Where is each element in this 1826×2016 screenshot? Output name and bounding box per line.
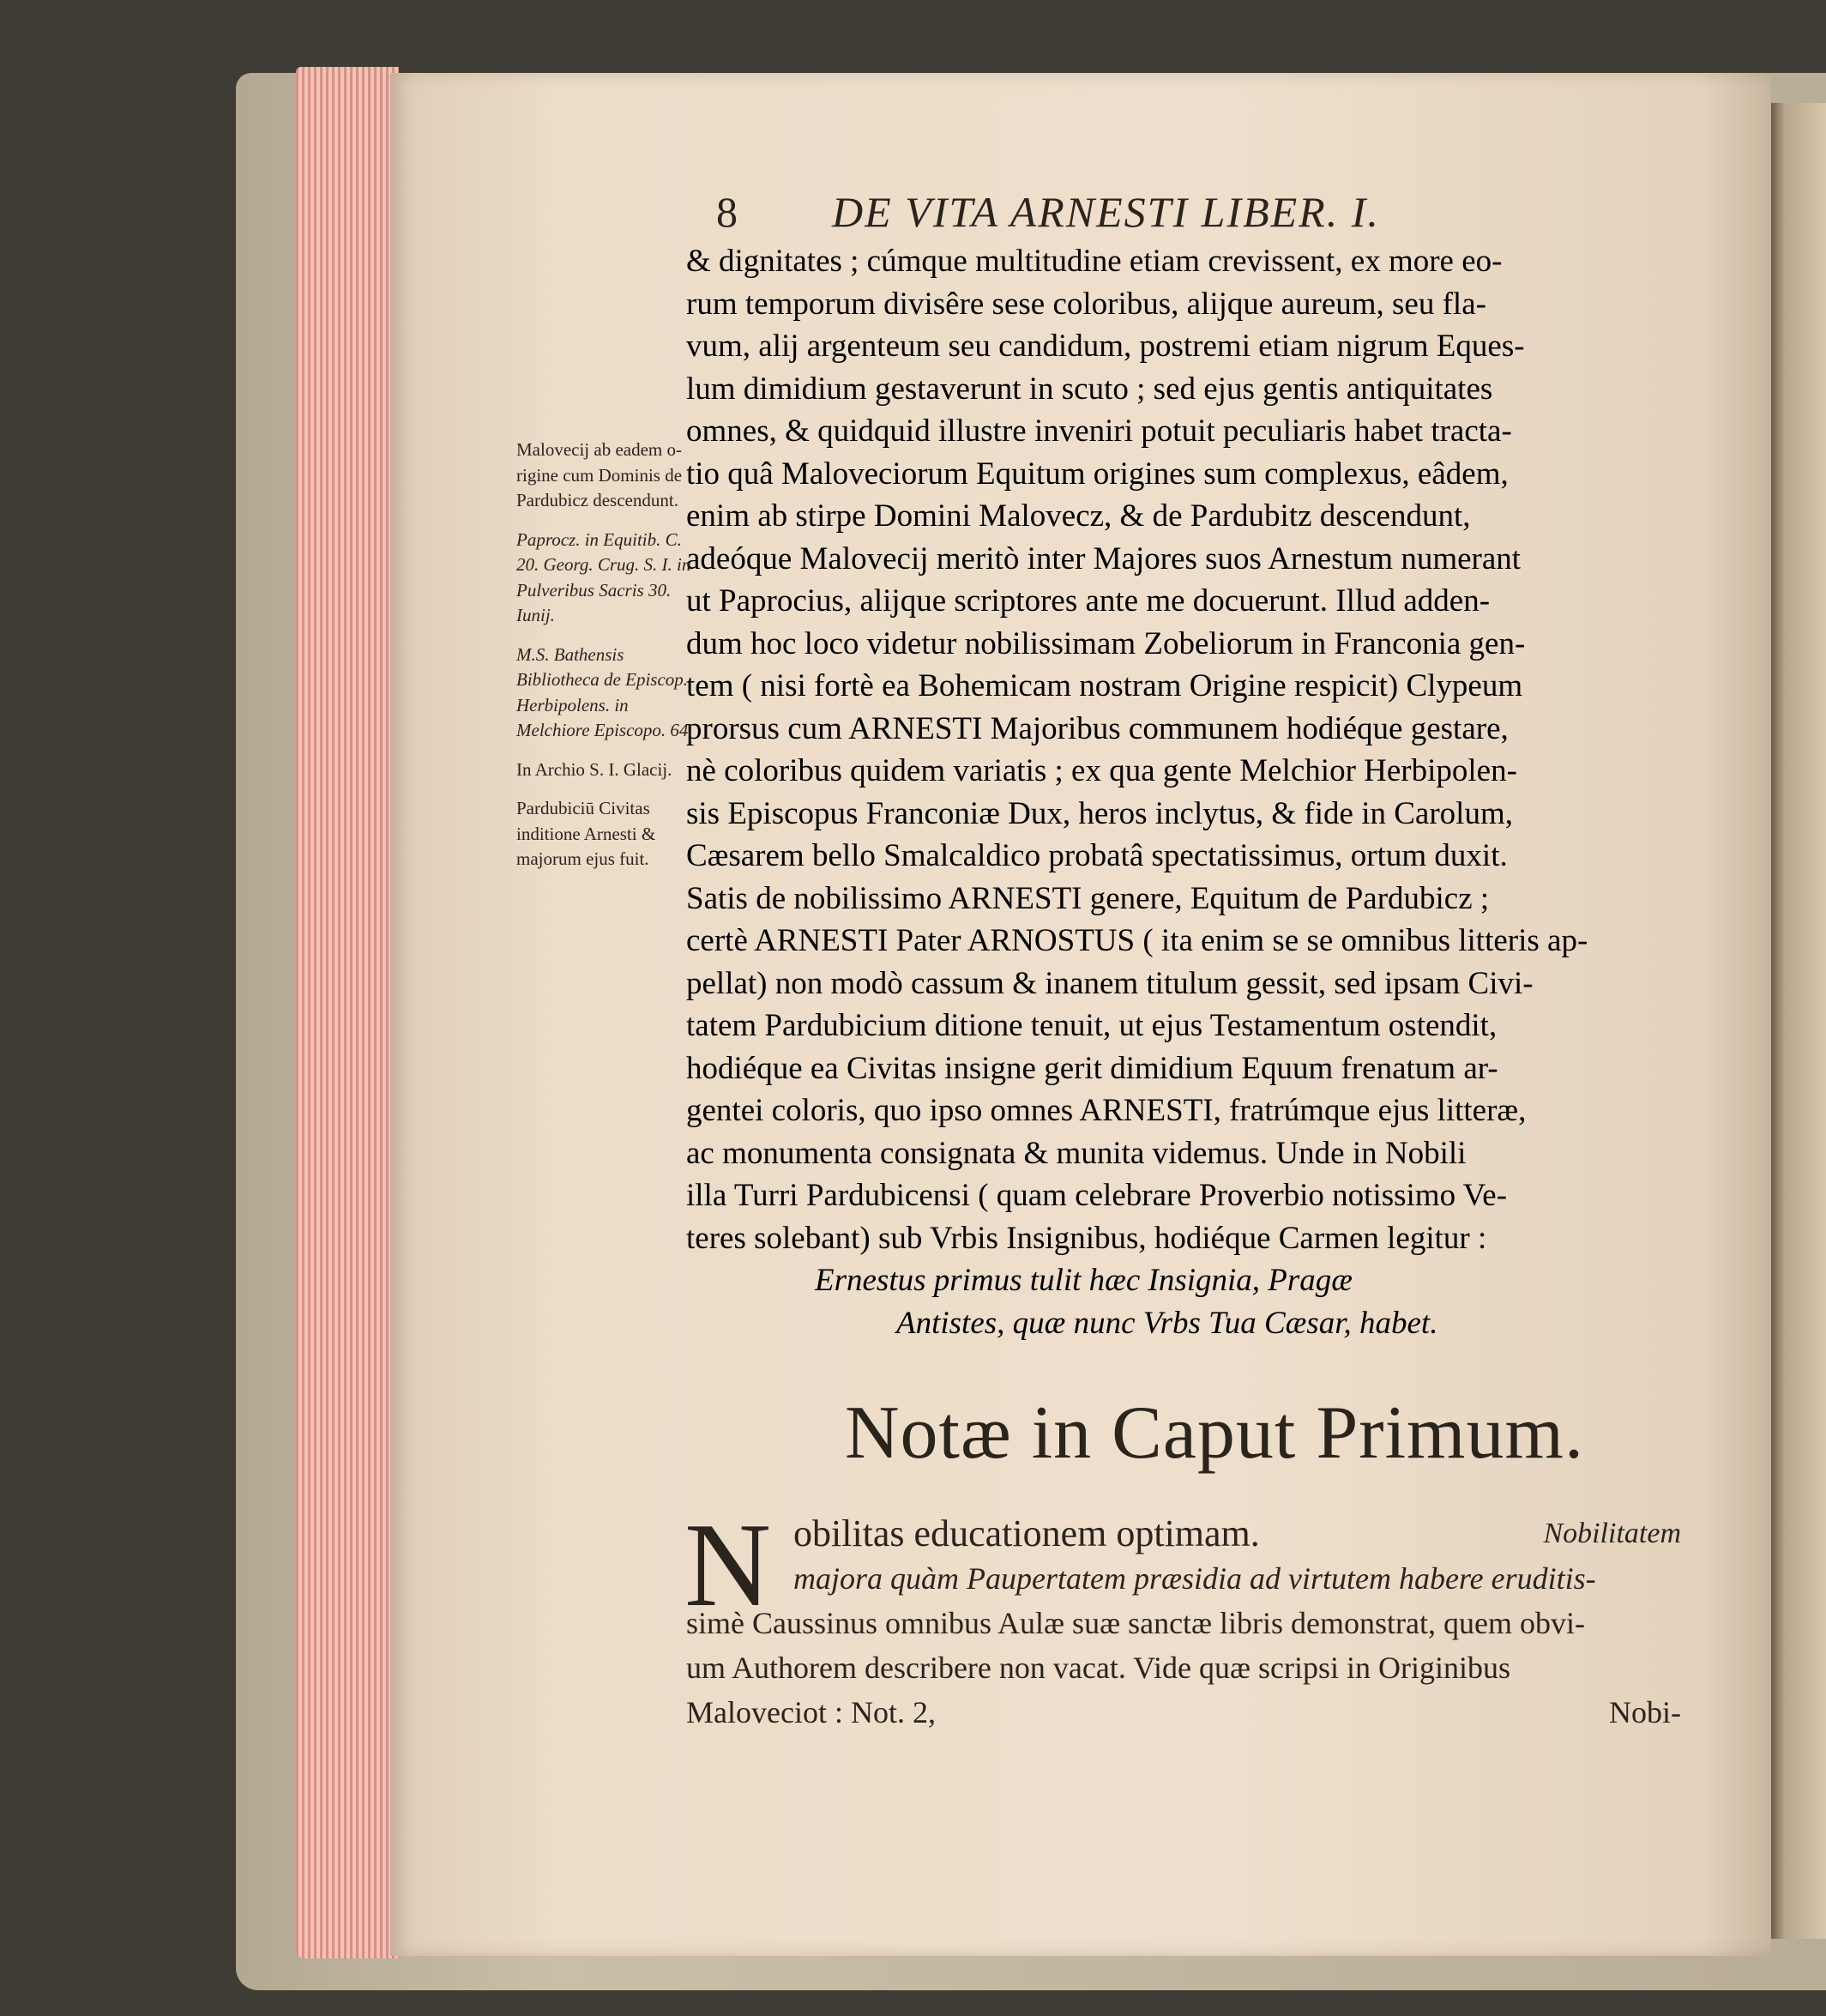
text-line: lum dimidium gestaverunt in scuto ; sed ejus gentis antiquitates xyxy=(686,371,1493,407)
text-line: hodiéque ea Civitas insigne gerit dimidium Equum frenatum ar- xyxy=(686,1050,1498,1086)
text-line: gentei coloris, quo ipso omnes ARNESTI, fratrúmque ejus litteræ, xyxy=(686,1093,1527,1128)
notes-line: simè Caussinus omnibus Aulæ suæ sanctæ libris demonstrat, quem obvi- xyxy=(686,1606,1585,1640)
verse-line: Antistes, quæ nunc Vrbs Tua Cæsar, habet. xyxy=(896,1305,1438,1341)
notes-lemma: obilitas educationem optimam. xyxy=(793,1512,1260,1554)
text-line: sis Episcopus Franconiæ Dux, heros inclytus, & fide in Carolum, xyxy=(686,795,1513,831)
main-text xyxy=(686,240,1715,1344)
notes-line: Maloveciot : Not. 2, xyxy=(686,1695,936,1729)
notes-lemma-continuation: Nobilitatem xyxy=(1543,1518,1681,1549)
running-title: DE VITA ARNESTI LIBER. I. xyxy=(832,188,1380,236)
notes-heading: Notæ in Caput Primum. xyxy=(845,1391,1584,1475)
catchword: Nobi- xyxy=(1609,1695,1681,1729)
notes-first-line xyxy=(686,1512,1698,1556)
text-line: tatem Pardubicium ditione tenuit, ut ejus Testamentum ostendit, xyxy=(686,1008,1498,1043)
page-number: 8 xyxy=(716,188,739,236)
text-line: enim ab stirpe Domini Malovecz, & de Pardubitz descendunt, xyxy=(686,498,1471,534)
text-line: Satis de nobilissimo ARNESTI genere, Equitum de Pardubicz ; xyxy=(686,880,1490,916)
notes-line: um Authorem describere non vacat. Vide quæ scripsi in Originibus xyxy=(686,1651,1510,1685)
text-line: tio quâ Maloveciorum Equitum origines sum complexus, eâdem, xyxy=(686,456,1509,492)
text-line: prorsus cum ARNESTI Majoribus communem hodiéque gestare, xyxy=(686,710,1509,746)
text-line: & dignitates ; cúmque multitudine etiam crevissent, ex more eo- xyxy=(686,244,1503,279)
page-edges xyxy=(296,67,399,1959)
margin-note: Malovecij ab eadem o-rigine cum Dominis de Pardubicz descendunt. xyxy=(516,439,683,510)
running-header xyxy=(716,187,1531,238)
margin-notes xyxy=(516,438,696,886)
text-line: ac monumenta consignata & munita videmus. Unde in Nobili xyxy=(686,1135,1467,1171)
margin-note: M.S. Bathensis Bibliotheca de Episcop. Herbipolens. in Melchiore Episcopo. 64. xyxy=(516,643,693,740)
text-line: omnes, & quidquid illustre inveniri potuit peculiaris habet tracta- xyxy=(686,413,1512,449)
margin-note: In Archio S. I. Glacij. xyxy=(516,758,672,780)
text-line: dum hoc loco videtur nobilissimam Zobeliorum in Franconia gen- xyxy=(686,625,1526,661)
margin-note: Paprocz. in Equitib. C. 20. Georg. Crug. S. I. in Pulveribus Sacris 30. Iunij. xyxy=(516,528,691,625)
text-line: rum temporum divisêre sese coloribus, alijque aureum, seu fla- xyxy=(686,286,1486,322)
drop-cap: N xyxy=(684,1499,772,1632)
text-line: ut Paprocius, alijque scriptores ante me docuerunt. Illud adden- xyxy=(686,583,1491,619)
margin-note: Pardubiciū Civitas inditione Arnesti & majorum ejus fuit. xyxy=(516,798,656,869)
notes-line: majora quàm Paupertatem præsidia ad virtutem habere eruditis- xyxy=(793,1561,1596,1596)
text-line: vum, alij argenteum seu candidum, postremi etiam nigrum Eques- xyxy=(686,329,1525,364)
text-line: Cæsarem bello Smalcaldico probatâ spectatissimus, ortum duxit. xyxy=(686,838,1508,873)
text-line: illa Turri Pardubicensi ( quam celebrare Proverbio notissimo Ve- xyxy=(686,1178,1508,1213)
text-line: certè ARNESTI Pater ARNOSTUS ( ita enim se se omnibus litteris ap- xyxy=(686,923,1588,958)
notes-last-line xyxy=(686,1690,1698,1735)
verse-line: Ernestus primus tulit hæc Insignia, Pragæ xyxy=(815,1263,1353,1298)
text-line: adeóque Malovecij meritò inter Majores suos Arnestum numerant xyxy=(686,540,1522,576)
text-line: nè coloribus quidem variatis ; ex qua gente Melchior Herbipolen- xyxy=(686,753,1517,788)
text-line: teres solebant) sub Vrbis Insignibus, hodiéque Carmen legitur : xyxy=(686,1220,1487,1256)
facing-page-edge xyxy=(1771,103,1826,1939)
text-line: tem ( nisi fortè ea Bohemicam nostram Origine respicit) Clypeum xyxy=(686,668,1523,703)
notes-text xyxy=(686,1512,1698,1735)
text-line: pellat) non modò cassum & inanem titulum gessit, sed ipsam Civi- xyxy=(686,965,1534,1001)
